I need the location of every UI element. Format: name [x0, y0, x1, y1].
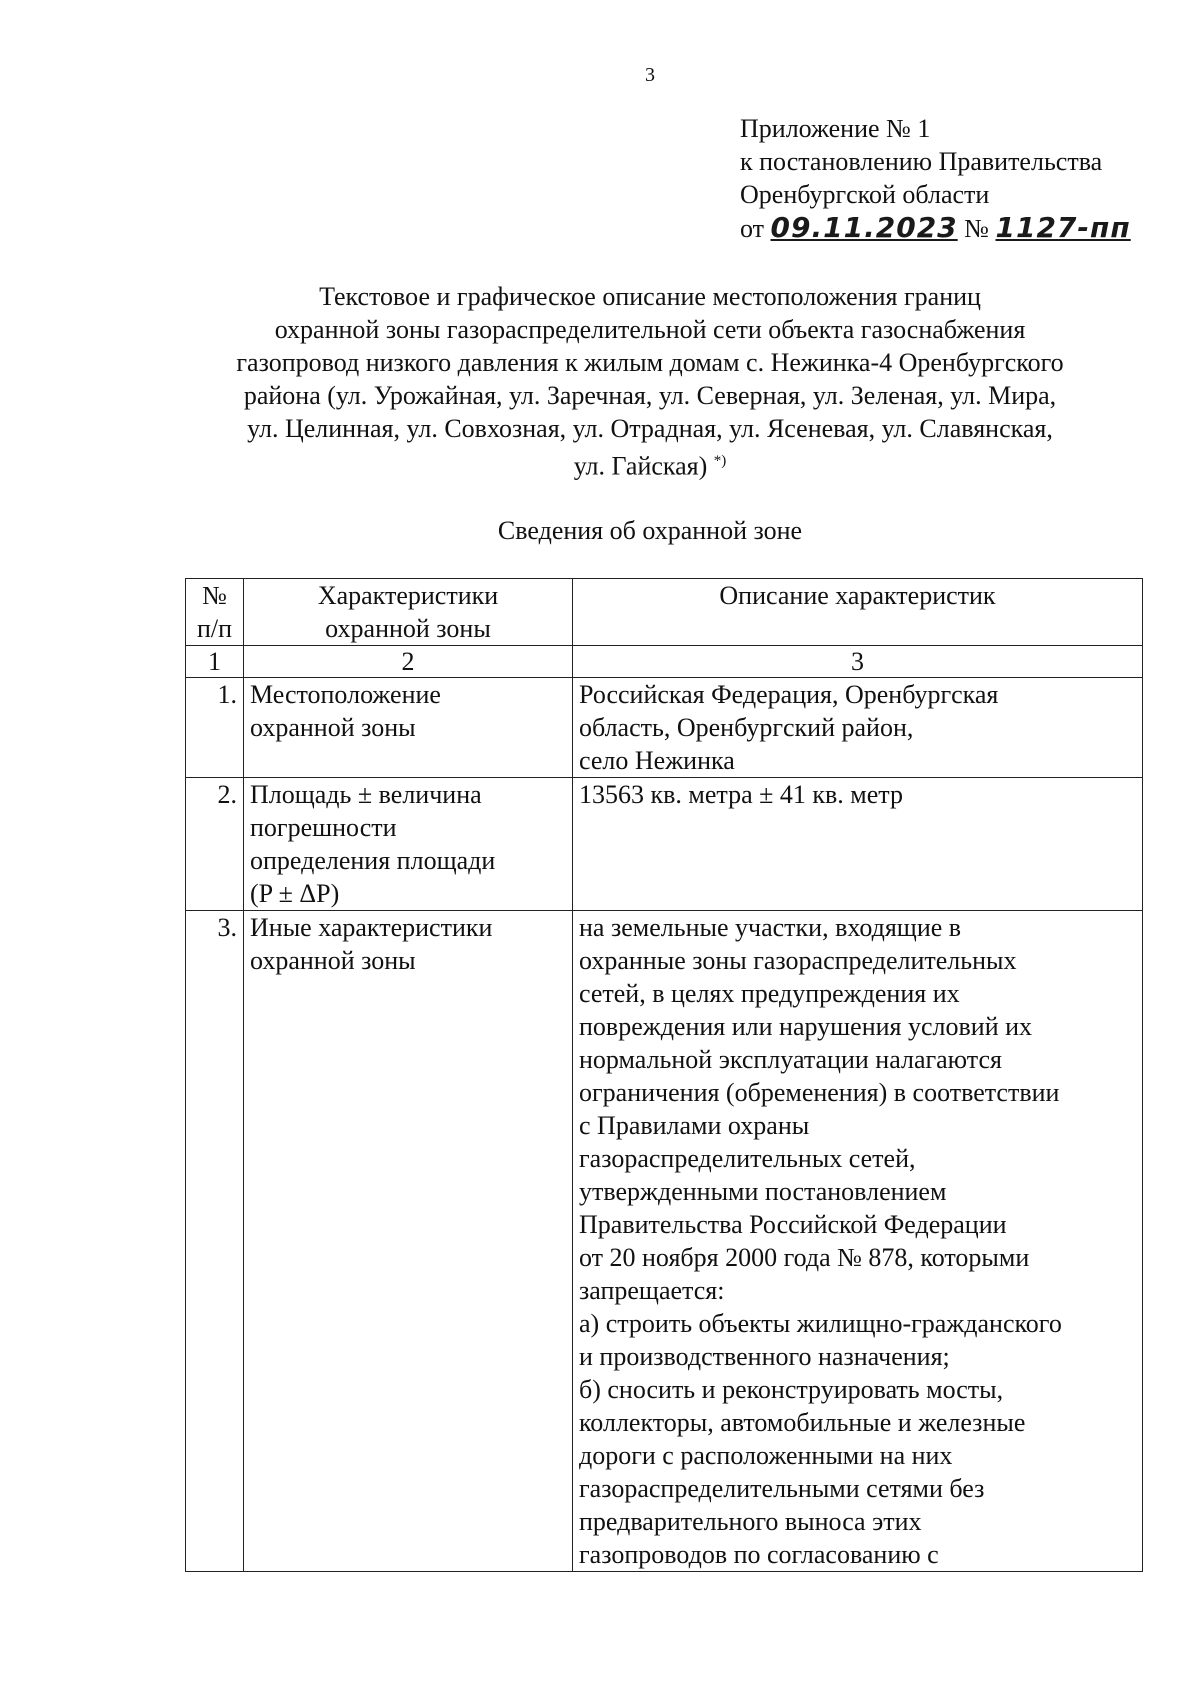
approval-line-2: к постановлению Правительства: [740, 147, 1103, 176]
text-line: а) строить объекты жилищно-гражданского: [579, 1309, 1062, 1338]
text-line: нормальной эксплуатации налагаются: [579, 1045, 1002, 1074]
text-line: и производственного назначения;: [579, 1342, 950, 1371]
text-line: газораспределительными сетями без: [579, 1474, 985, 1503]
text-line: сетей, в целях предупреждения их: [579, 979, 960, 1008]
header-characteristics: [244, 579, 573, 646]
row-characteristic: [244, 911, 573, 1572]
text-line: ограничения (обременения) в соответствии: [579, 1078, 1060, 1107]
text-line: охранной зоны: [250, 946, 416, 975]
title-line: ул. Целинная, ул. Совхозная, ул. Отрадная, ул. Ясеневая, ул. Славянская,: [247, 414, 1053, 443]
text-line: 13563 кв. метра ± 41 кв. метр: [579, 780, 903, 809]
text-line: Площадь ± величина: [250, 780, 482, 809]
text-line: Местоположение: [250, 680, 441, 709]
footnote-mark: *): [713, 453, 727, 469]
header-characteristics-line-1: Характеристики: [317, 581, 499, 610]
text-line: (P ± ΔP): [250, 879, 340, 908]
header-characteristics-line-2: охранной зоны: [325, 614, 491, 643]
column-number: 3: [573, 646, 1143, 678]
header-description: Описание характеристик: [573, 579, 1143, 646]
text-line: охранной зоны: [250, 713, 416, 742]
row-description: [573, 778, 1143, 911]
table-row: [186, 778, 1143, 911]
column-number: 1: [186, 646, 244, 678]
handwritten-date: 09.11.2023: [770, 211, 958, 244]
text-line: запрещается:: [579, 1276, 725, 1305]
row-number: 2.: [186, 778, 244, 911]
header-number-line-2: п/п: [196, 614, 233, 643]
handwritten-number: 1127-пп: [995, 211, 1131, 244]
table-row: [186, 911, 1143, 1572]
text-line: утвержденными постановлением: [579, 1177, 947, 1206]
table-header-row: [186, 579, 1143, 646]
number-sign: №: [957, 214, 996, 243]
text-line: газораспределительных сетей,: [579, 1144, 916, 1173]
text-line: б) сносить и реконструировать мосты,: [579, 1375, 1004, 1404]
text-line: Правительства Российской Федерации: [579, 1210, 1007, 1239]
text-line: газопроводов по согласованию с: [579, 1540, 939, 1569]
row-description: [573, 911, 1143, 1572]
approval-date-line: [740, 211, 1131, 245]
column-numbers-row: [186, 646, 1143, 678]
title-line: [160, 445, 1140, 483]
text-line: предварительного выноса этих: [579, 1507, 922, 1536]
row-characteristic: [244, 678, 573, 778]
title-line: газопровод низкого давления к жилым домам с. Нежинка-4 Оренбургского: [236, 348, 1064, 377]
text-line: с Правилами охраны: [579, 1111, 810, 1140]
text-line: Российская Федерация, Оренбургская: [579, 680, 999, 709]
section-subtitle: Сведения об охранной зоне: [497, 516, 803, 545]
title-line: Текстовое и графическое описание местоположения границ: [319, 282, 981, 311]
title-line: района (ул. Урожайная, ул. Заречная, ул. Северная, ул. Зеленая, ул. Мира,: [243, 381, 1057, 410]
title-line: охранной зоны газораспределительной сети объекта газоснабжения: [274, 315, 1026, 344]
header-number: [186, 579, 244, 646]
approval-line-3: Оренбургской области: [740, 180, 990, 209]
row-number: 1.: [186, 678, 244, 778]
document-title: [160, 280, 1140, 483]
text-line: село Нежинка: [579, 746, 735, 775]
title-line-last: ул. Гайская): [573, 451, 708, 481]
page-number: 3: [645, 64, 655, 86]
zone-info-table: [185, 578, 1143, 1572]
text-line: коллекторы, автомобильные и железные: [579, 1408, 1026, 1437]
column-number: 2: [244, 646, 573, 678]
text-line: от 20 ноября 2000 года № 878, которыми: [579, 1243, 1030, 1272]
text-line: Иные характеристики: [250, 913, 493, 942]
text-line: погрешности: [250, 813, 397, 842]
text-line: область, Оренбургский район,: [579, 713, 914, 742]
date-prefix: от: [740, 214, 771, 243]
text-line: охранные зоны газораспределительных: [579, 946, 1017, 975]
approval-line-1: Приложение № 1: [740, 114, 931, 143]
text-line: на земельные участки, входящие в: [579, 913, 962, 942]
text-line: повреждения или нарушения условий их: [579, 1012, 1033, 1041]
row-characteristic: [244, 778, 573, 911]
row-description: [573, 678, 1143, 778]
text-line: дороги с расположенными на них: [579, 1441, 953, 1470]
header-number-line-1: №: [202, 581, 227, 610]
table-row: [186, 678, 1143, 778]
text-line: определения площади: [250, 846, 496, 875]
approval-block: [740, 112, 1131, 245]
row-number: 3.: [186, 911, 244, 1572]
